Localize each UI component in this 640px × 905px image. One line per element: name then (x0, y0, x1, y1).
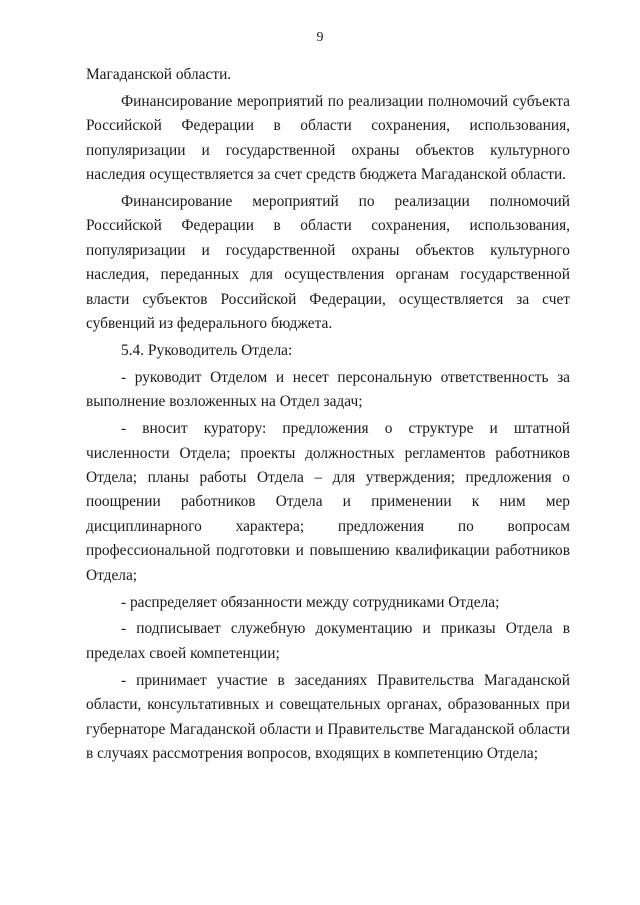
list-item-manages-department: - руководит Отделом и несет персональную ответственность за выполнение возложенных на Отдел задач; (86, 368, 570, 411)
list-item-distributes-duties: - распределяет обязанности между сотрудниками Отдела; (121, 593, 500, 611)
section-heading-head-of-department: 5.4. Руководитель Отдела: (121, 341, 293, 359)
paragraph-federal-funding: Финансирование мероприятий по реализации полномочий Российской Федерации в области сохранения, использования, популяризации и государственной охраны объектов культурного наследия, переданных для осуществления органам государственной власти субъектов Российской Федерации, осуществляется за счет субвенций из федерального бюджета. (86, 193, 570, 333)
list-item-signs-documents: - подписывает служебную документацию и приказы Отдела в пределах своей компетенции; (86, 620, 570, 662)
page-number: 9 (316, 30, 324, 45)
document-body (86, 63, 570, 769)
paragraph-regional-funding: Финансирование мероприятий по реализации полномочий субъекта Российской Федерации в области сохранения, использования, популяризации и государственной охраны объектов культурного наследия осуществляется за счет средств бюджета Магаданской области. (86, 92, 570, 184)
list-item-participates-meetings: - принимает участие в заседаниях Правительства Магаданской области, консультативных и совещательных органах, образованных при губернаторе Магаданской области и Правительстве Магаданской области в случаях рассмотрения вопросов, входящих в компетенцию Отдела; (86, 671, 570, 762)
paragraph-continuation: Магаданской области. (86, 66, 232, 83)
list-item-submits-to-curator: - вносит куратору: предложения о структуре и штатной численности Отдела; проекты должностных регламентов работников Отдела; планы работы Отдела – для утверждения; предложения о поощрении работников Отдела и применении к ним мер дисциплинарного характера; предложения по вопросам профессиональной подготовки и повышению квалификации работников Отдела; (86, 420, 570, 584)
